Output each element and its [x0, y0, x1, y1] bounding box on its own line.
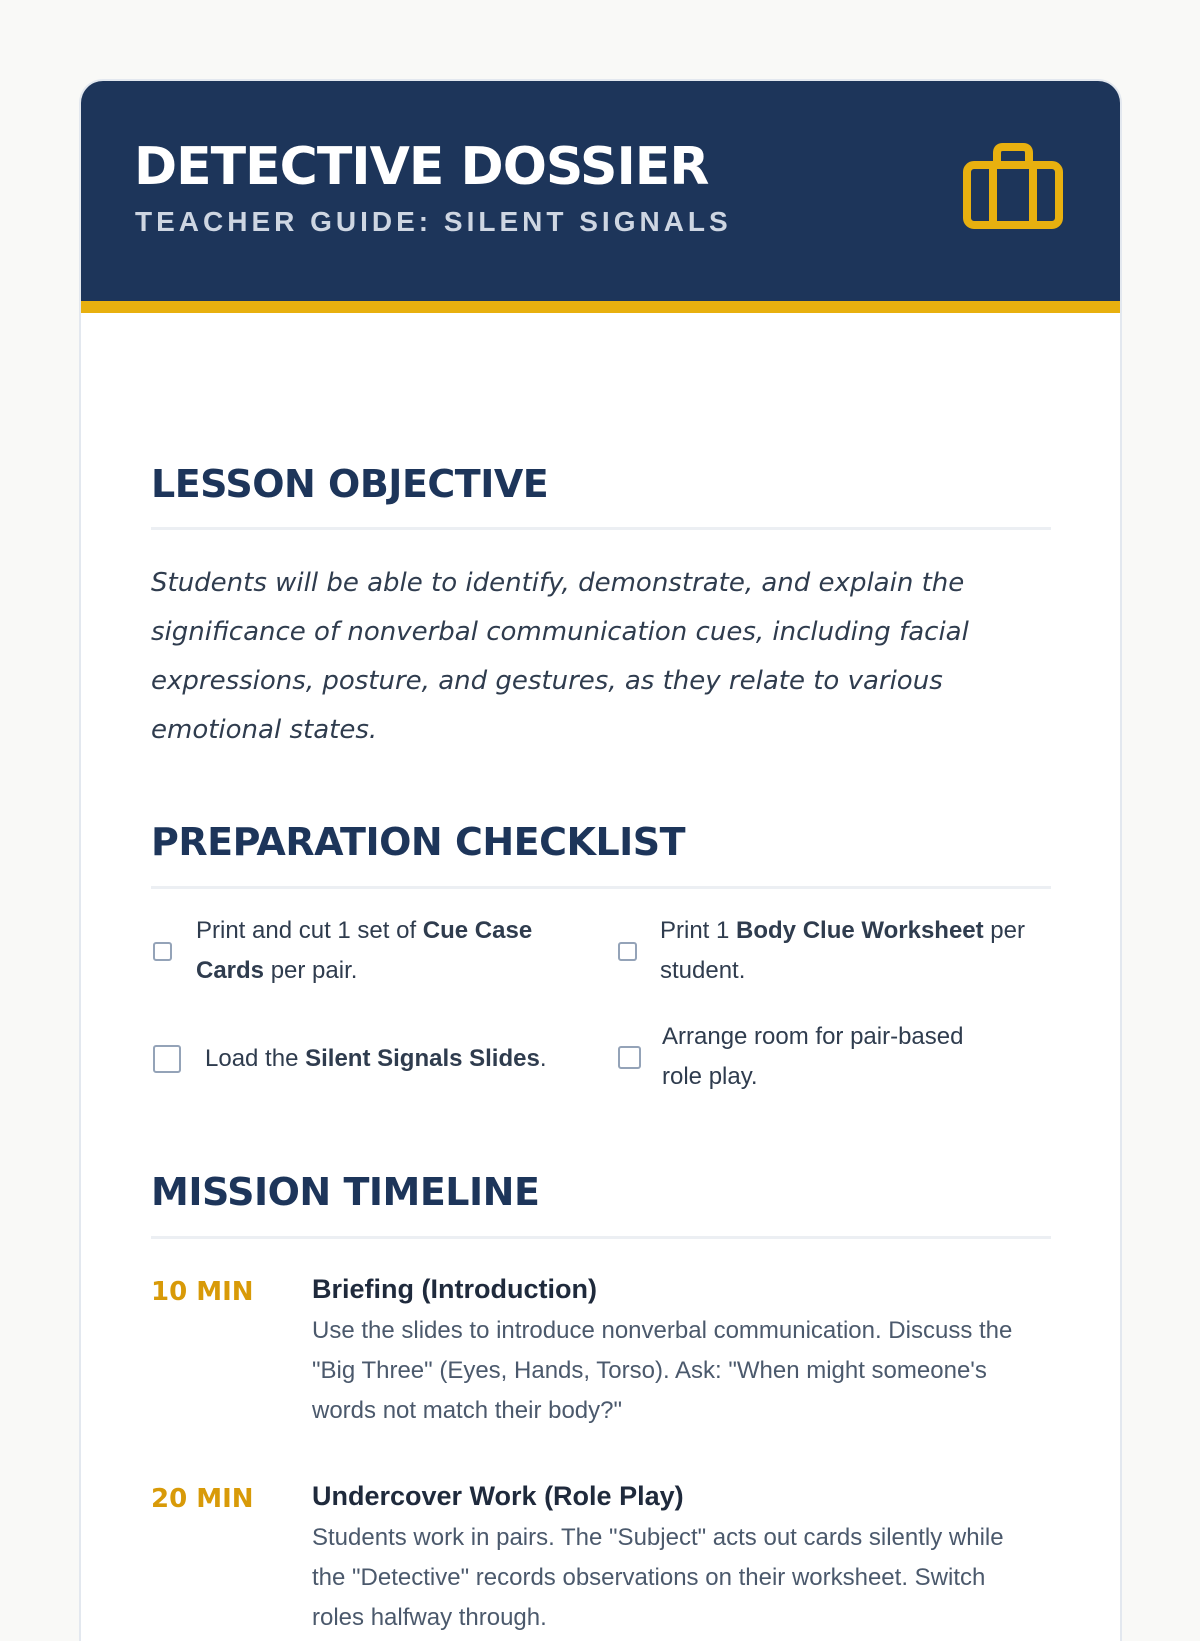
checkbox[interactable]: [618, 1046, 641, 1069]
timeline-entry: [312, 1476, 1042, 1638]
section-divider: [151, 886, 1051, 889]
checklist-item[interactable]: [616, 911, 1036, 991]
timeline-entry: [312, 1269, 1042, 1431]
objective-heading: LESSON OBJECTIVE: [151, 462, 549, 506]
timeline-entry-description: Students work in pairs. The "Subject" acts out cards silently while the "Detective" records observations on their worksheet. Switch roles halfway through.: [312, 1524, 1004, 1631]
timeline-entry-heading: Undercover Work (Role Play): [312, 1481, 684, 1511]
briefcase-icon: [963, 141, 1067, 237]
page-title: DETECTIVE DOSSIER: [134, 137, 709, 197]
dossier-header: [81, 81, 1120, 313]
timeline-entry-heading: Briefing (Introduction): [312, 1274, 597, 1304]
timeline-time: 10 MIN: [151, 1277, 254, 1307]
checkbox[interactable]: [153, 1045, 181, 1073]
checklist-item-text: Print and cut 1 set of Cue Case Cards per pair.: [196, 917, 533, 984]
timeline-entry-description: Use the slides to introduce nonverbal communication. Discuss the "Big Three" (Eyes, Hands, Torso). Ask: "When might someone's words not match their body?": [312, 1317, 1013, 1424]
dossier-card: [81, 81, 1120, 1641]
checklist-item[interactable]: [616, 1017, 1016, 1097]
section-divider: [151, 527, 1051, 530]
objective-text: Students will be able to identify, demonstrate, and explain the significance of nonverbal communication cues, including facial expressions, posture, and gestures, as they relate to various emotional states.: [151, 568, 969, 745]
timeline-heading: MISSION TIMELINE: [151, 1170, 540, 1214]
checklist-item[interactable]: [151, 911, 591, 991]
section-divider: [151, 1236, 1051, 1239]
checklist-heading: PREPARATION CHECKLIST: [151, 820, 686, 864]
checklist-item-text: Load the Silent Signals Slides.: [205, 1045, 547, 1072]
timeline-time: 20 MIN: [151, 1484, 254, 1514]
checkbox[interactable]: [618, 942, 637, 961]
checkbox[interactable]: [153, 942, 172, 961]
checklist-item[interactable]: [151, 1039, 611, 1079]
page-subtitle: TEACHER GUIDE: SILENT SIGNALS: [135, 206, 732, 237]
checklist-item-text: Arrange room for pair-based role play.: [662, 1023, 964, 1090]
checklist-item-text: Print 1 Body Clue Worksheet per student.: [660, 917, 1025, 984]
